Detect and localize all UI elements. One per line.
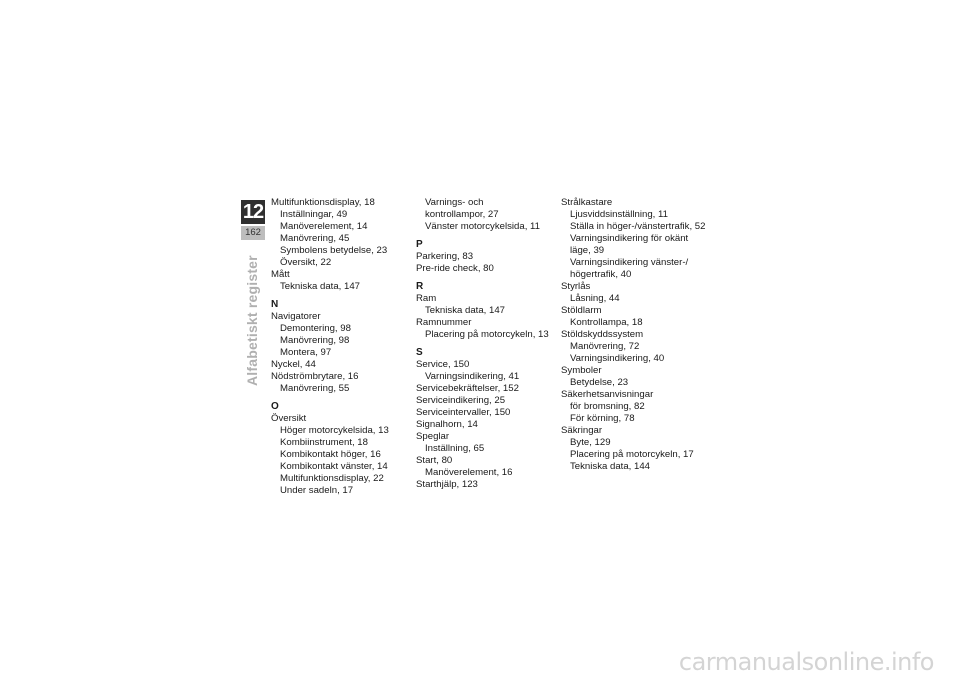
index-subentry: Tekniska data, 147	[425, 305, 506, 316]
index-subentry: Manövrering, 98	[280, 335, 350, 346]
index-column-1	[271, 197, 421, 497]
index-entry: Nyckel, 44	[271, 359, 316, 370]
chapter-number: 12	[242, 201, 264, 223]
index-subentry: kontrollampor, 27	[425, 209, 499, 220]
index-subentry: Manövrering, 55	[280, 383, 350, 394]
index-subentry: högertrafik, 40	[570, 269, 632, 280]
index-entry: Strålkastare	[561, 197, 613, 208]
index-subentry: Kombiinstrument, 18	[280, 437, 368, 448]
index-subentry: Inställningar, 49	[280, 209, 348, 220]
index-entry: Symboler	[561, 365, 602, 376]
index-entry: Ram	[416, 293, 437, 304]
index-entry: Signalhorn, 14	[416, 419, 478, 430]
index-entry: Start, 80	[416, 455, 453, 466]
index-letter-heading: R	[416, 281, 424, 292]
index-entry: Navigatorer	[271, 311, 321, 322]
index-subentry: Under sadeln, 17	[280, 485, 354, 496]
index-subentry: för bromsning, 82	[570, 401, 645, 412]
index-entry: Multifunktionsdisplay, 18	[271, 197, 375, 208]
page-number: 162	[241, 226, 265, 240]
index-subentry: Manövrering, 72	[570, 341, 640, 352]
index-entry: Serviceintervaller, 150	[416, 407, 511, 418]
index-subentry: Tekniska data, 147	[280, 281, 361, 292]
index-subentry: För körning, 78	[570, 413, 635, 424]
index-subentry: Översikt, 22	[280, 257, 332, 268]
index-subentry: Symbolens betydelse, 23	[280, 245, 388, 256]
watermark: carmanualsonline.info	[678, 648, 934, 676]
index-subentry: Betydelse, 23	[570, 377, 629, 388]
index-subentry: Kombikontakt vänster, 14	[280, 461, 388, 472]
index-subentry: Låsning, 44	[570, 293, 620, 304]
index-subentry: Varningsindikering, 41	[425, 371, 520, 382]
index-entry: Säkringar	[561, 425, 603, 436]
index-subentry: Manövrering, 45	[280, 233, 350, 244]
index-entry: Nödströmbrytare, 16	[271, 371, 359, 382]
index-entry: Servicebekräftelser, 152	[416, 383, 519, 394]
index-letter-heading: S	[416, 347, 423, 358]
index-subentry: Vänster motorcykelsida, 11	[425, 221, 540, 232]
index-subentry: Inställning, 65	[425, 443, 485, 454]
index-letter-heading: P	[416, 239, 423, 250]
index-letter-heading: O	[271, 401, 279, 412]
index-subentry: Kontrollampa, 18	[570, 317, 643, 328]
index-subentry: Demontering, 98	[280, 323, 351, 334]
index-subentry: Ljusviddsinställning, 11	[570, 209, 668, 220]
index-entry: Starthjälp, 123	[416, 479, 478, 490]
index-entry: Pre-ride check, 80	[416, 263, 494, 274]
index-subentry: Montera, 97	[280, 347, 332, 358]
index-entry: Mått	[271, 269, 290, 280]
index-entry: Service, 150	[416, 359, 470, 370]
index-entry: Serviceindikering, 25	[416, 395, 506, 406]
index-subentry: Ställa in höger-/vänstertrafik, 52	[570, 221, 706, 232]
index-subentry: Byte, 129	[570, 437, 611, 448]
index-subentry: Placering på motorcykeln, 17	[570, 449, 694, 460]
index-entry: Säkerhetsanvisningar	[561, 389, 654, 400]
index-entry: Ramnummer	[416, 317, 472, 328]
chapter-title: Alfabetiskt register	[244, 255, 260, 386]
index-subentry: Höger motorcykelsida, 13	[280, 425, 389, 436]
index-subentry: Placering på motorcykeln, 13	[425, 329, 549, 340]
index-subentry: Varnings- och	[425, 197, 484, 208]
chapter-tab	[241, 200, 265, 240]
index-subentry: Manöverelement, 14	[280, 221, 368, 232]
index-entry: Översikt	[271, 413, 307, 424]
index-subentry: Varningsindikering för okänt	[570, 233, 689, 244]
index-entry: Speglar	[416, 431, 450, 442]
index-subentry: Varningsindikering vänster-/	[570, 257, 689, 268]
index-column-2	[416, 197, 566, 491]
index-letter-heading: N	[271, 299, 279, 310]
index-entry: Parkering, 83	[416, 251, 474, 262]
index-entry: Stöldlarm	[561, 305, 602, 316]
index-column-3	[561, 197, 711, 473]
index-subentry: Varningsindikering, 40	[570, 353, 665, 364]
index-entry: Stöldskyddssystem	[561, 329, 644, 340]
index-subentry: Kombikontakt höger, 16	[280, 449, 381, 460]
index-subentry: läge, 39	[570, 245, 605, 256]
index-subentry: Manöverelement, 16	[425, 467, 513, 478]
index-subentry: Tekniska data, 144	[570, 461, 651, 472]
index-entry: Styrlås	[561, 281, 591, 292]
index-subentry: Multifunktionsdisplay, 22	[280, 473, 384, 484]
